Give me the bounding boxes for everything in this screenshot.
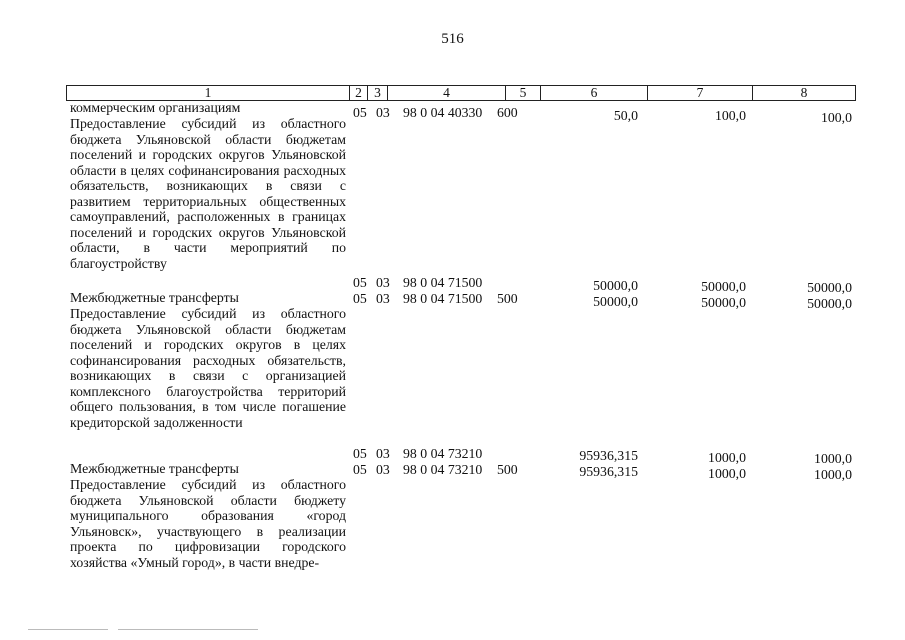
subsection-code: 03 <box>376 462 390 477</box>
amount-col7: 1000,0 <box>708 466 746 481</box>
section-code: 05 <box>353 275 367 290</box>
column-header: 7 <box>648 86 753 101</box>
amount-col6: 50000,0 <box>593 278 638 293</box>
row-description: Межбюджетные трансферты <box>70 290 239 305</box>
column-header-table <box>66 85 856 101</box>
column-header: 6 <box>541 86 648 101</box>
row-description: коммерческим организациям <box>70 100 241 115</box>
column-header: 4 <box>388 86 506 101</box>
target-code: 98 0 04 73210 <box>403 462 483 477</box>
amount-col8: 100,0 <box>820 110 852 125</box>
column-header: 5 <box>506 86 541 101</box>
row-description: Межбюджетные трансферты <box>70 461 239 476</box>
amount-col8: 1000,0 <box>814 451 852 466</box>
row-description: Предоставление субсидий из областного бюджета Ульяновской области бюджетам поселений и городских округов в целях софинансирования расходных обязательств, возникающих в связи с организацией комплексного благоустройства территорий общего пользования, в том числе погашение кредиторской задолженности <box>70 306 346 430</box>
section-code: 05 <box>353 446 367 461</box>
expense-type-code: 600 <box>497 105 518 120</box>
subsection-code: 03 <box>376 291 390 306</box>
subsection-code: 03 <box>376 105 390 120</box>
target-code: 98 0 04 71500 <box>403 275 483 290</box>
amount-col6: 50000,0 <box>593 294 638 309</box>
row-description: Предоставление субсидий из областного бюджета Ульяновской области бюджету муниципального образования «город Ульяновск», участвующего в реализации проекта по цифровизации городского хозяйства «Умный город», в части внедре- <box>70 477 346 570</box>
amount-col8: 1000,0 <box>814 467 852 482</box>
amount-col7: 100,0 <box>714 108 746 123</box>
amount-col6: 95936,315 <box>579 448 638 463</box>
column-header: 3 <box>368 86 388 101</box>
column-header-row <box>67 86 856 101</box>
subsection-code: 03 <box>376 446 390 461</box>
scan-artifact-line <box>28 629 108 630</box>
column-header: 2 <box>350 86 368 101</box>
scan-artifact-line <box>118 629 258 630</box>
expense-type-code: 500 <box>497 462 518 477</box>
target-code: 98 0 04 73210 <box>403 446 483 461</box>
column-header: 8 <box>753 86 856 101</box>
section-code: 05 <box>353 462 367 477</box>
target-code: 98 0 04 71500 <box>403 291 483 306</box>
section-code: 05 <box>353 105 367 120</box>
amount-col8: 50000,0 <box>807 296 852 311</box>
amount-col7: 50000,0 <box>701 279 746 294</box>
page-number: 516 <box>441 31 464 47</box>
expense-type-code: 500 <box>497 291 518 306</box>
row-description: Предоставление субсидий из областного бюджета Ульяновской области бюджетам поселений и городских округов Ульяновской области в целях софинансирования расходных обязательств, возникающих в связи с развитием территориальных общественных самоуправлений, расположенных в границах поселений и городских округов Ульяновской области, в части мероприятий по благоустройству <box>70 116 346 271</box>
amount-col7: 50000,0 <box>701 295 746 310</box>
amount-col6: 50,0 <box>613 108 638 123</box>
column-header: 1 <box>67 86 350 101</box>
amount-col6: 95936,315 <box>579 464 638 479</box>
section-code: 05 <box>353 291 367 306</box>
amount-col8: 50000,0 <box>807 280 852 295</box>
subsection-code: 03 <box>376 275 390 290</box>
amount-col7: 1000,0 <box>708 450 746 465</box>
target-code: 98 0 04 40330 <box>403 105 483 120</box>
